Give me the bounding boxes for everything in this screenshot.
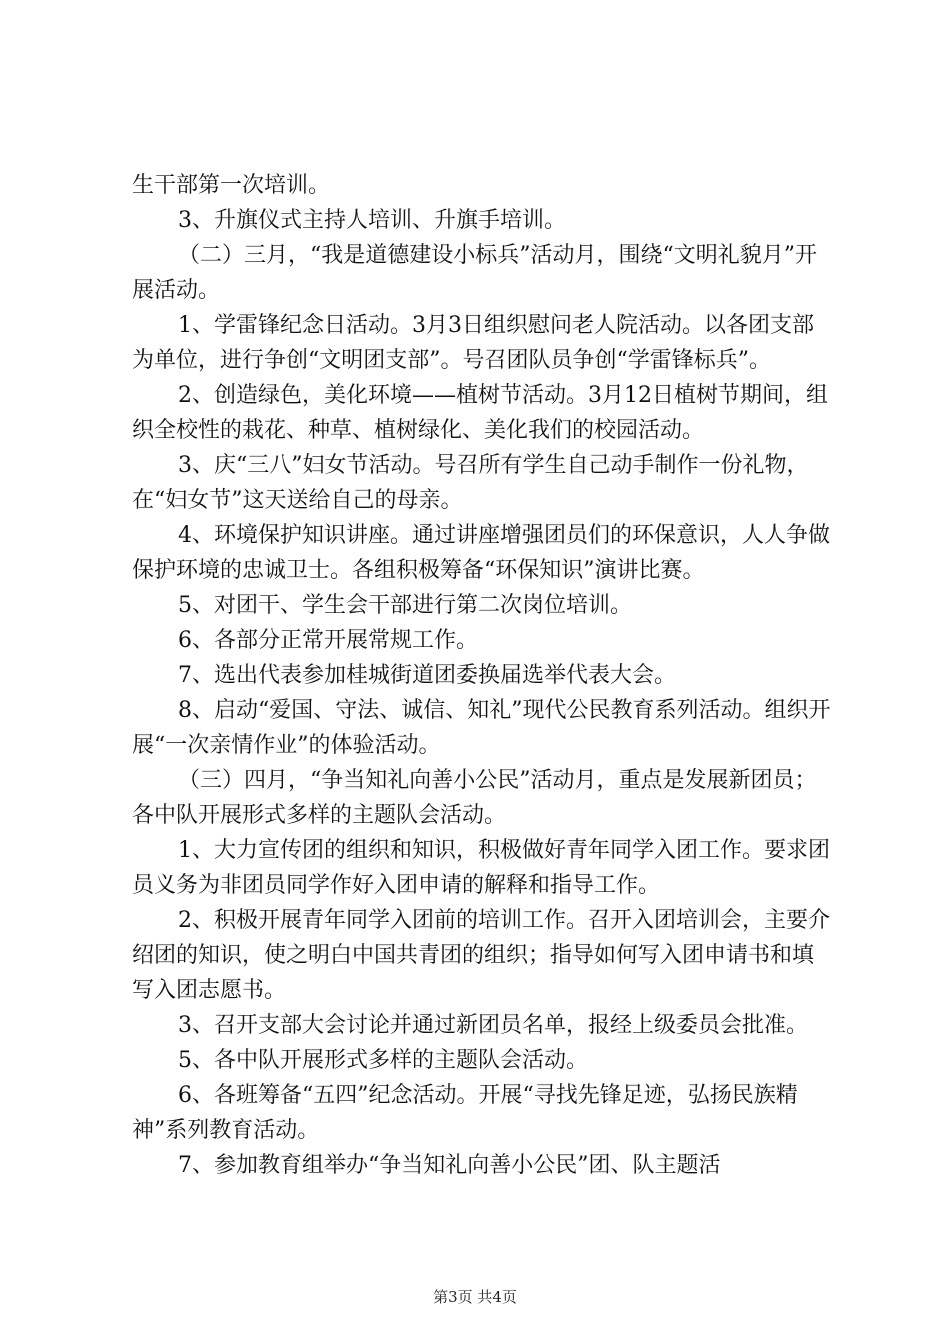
paragraph: 1、大力宣传团的组织和知识，积极做好青年同学入团工作。要求团员义务为非团员同学作好入团申请的解释和指导工作。 (132, 838, 830, 898)
paragraph: 4、环境保护知识讲座。通过讲座增强团员们的环保意识，人人争做保护环境的忠诚卫士。各组积极筹备“环保知识”演讲比赛。 (132, 523, 830, 583)
document-body (132, 168, 832, 1183)
paragraph: 6、各部分正常开展常规工作。 (178, 628, 478, 653)
paragraph: 3、召开支部大会讨论并通过新团员名单，报经上级委员会批准。 (178, 1013, 808, 1038)
paragraph: 6、各班筹备“五四”纪念活动。开展“寻找先锋足迹，弘扬民族精神”系列教育活动。 (132, 1083, 798, 1143)
paragraph: 3、升旗仪式主持人培训、升旗手培训。 (178, 208, 566, 233)
page-footer (0, 1286, 950, 1307)
paragraph: 5、各中队开展形式多样的主题队会活动。 (178, 1048, 588, 1073)
section-heading: （三）四月，“争当知礼向善小公民”活动月，重点是发展新团员；各中队开展形式多样的主题队会活动。 (132, 768, 817, 828)
paragraph: 7、选出代表参加桂城街道团委换届选举代表大会。 (178, 663, 676, 688)
paragraph: 5、对团干、学生会干部进行第二次岗位培训。 (178, 593, 632, 618)
paragraph: 2、积极开展青年同学入团前的培训工作。召开入团培训会，主要介绍团的知识，使之明白中国共青团的组织；指导如何写入团申请书和填写入团志愿书。 (132, 908, 830, 1003)
section-heading: （二）三月，“我是道德建设小标兵”活动月，围绕“文明礼貌月”开展活动。 (132, 243, 817, 303)
paragraph: 生干部第一次培训。 (132, 173, 331, 198)
paragraph: 1、学雷锋纪念日活动。3月3日组织慰问老人院活动。以各团支部为单位，进行争创“文明团支部”。号召团队员争创“学雷锋标兵”。 (132, 313, 814, 373)
paragraph: 3、庆“三八”妇女节活动。号召所有学生自己动手制作一份礼物，在“妇女节”这天送给自己的母亲。 (132, 453, 809, 513)
paragraph: 8、启动“爱国、守法、诚信、知礼”现代公民教育系列活动。组织开展“一次亲情作业”的体验活动。 (132, 698, 831, 758)
page-number: 第3页 共4页 (433, 1288, 517, 1306)
paragraph: 7、参加教育组举办“争当知礼向善小公民”团、队主题活 (178, 1153, 721, 1178)
paragraph: 2、创造绿色，美化环境——植树节活动。3月12日植树节期间，组织全校性的栽花、种草、植树绿化、美化我们的校园活动。 (132, 383, 828, 443)
